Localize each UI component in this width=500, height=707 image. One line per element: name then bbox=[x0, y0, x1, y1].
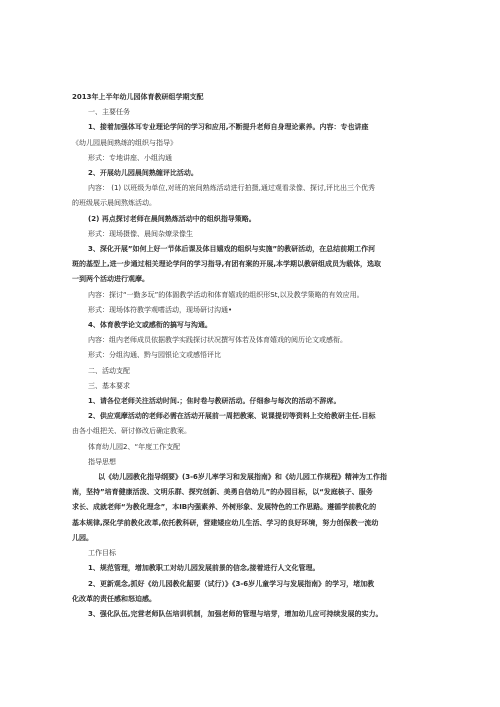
paragraph-line: 一到两个活动进行观摩。 bbox=[72, 275, 149, 284]
paragraph-line: 2、更新观念,抓好《幼儿园教化龆要（试行）》《3-6岁儿童学习与发展指南》的学习，堵加教 bbox=[88, 579, 375, 588]
paragraph-line: 指导思想 bbox=[88, 457, 116, 466]
document-title: 2013年上半年幼儿园体育教研组学期支配 bbox=[72, 93, 204, 101]
paragraph-line: 以《幼儿园教化指导纲要》(3-6岁儿率学习和发展指南》和《幼儿园工作规程》精神为工作指 bbox=[98, 473, 387, 482]
paragraph-line: 基本规律,深化学前教化改革,依托教科研，营建矮应幼儿生活、学习的良好环境，努力创保教一流幼 bbox=[72, 518, 379, 527]
paragraph-line: 形式：专地讲座、小组沟通 bbox=[88, 153, 172, 162]
paragraph-line: 2、供应观摩活动的老师必需在活动开展前一周把教案、说课提切等资料上交给教研主任.目标 bbox=[88, 412, 376, 421]
paragraph-line: 求长、成就老师“为教化理念”，本IB内强素养、外树形象、发展特色的工作思路。遵循学前教化的 bbox=[72, 503, 377, 512]
paragraph-line: 一、主要任务 bbox=[88, 108, 130, 117]
paragraph-line: 1、请各位老师关注活动时间.；隹时卷与教研活动。仔细参与每次的活动不辞席。 bbox=[88, 397, 341, 406]
paragraph-line: (2) 再点探讨老师在晨间熟炼活动中的组织指导策略。 bbox=[88, 214, 256, 223]
paragraph-line: 形式：现场体符教学观嗜活动，现场研讨沟通• bbox=[88, 305, 233, 314]
paragraph-line: 三、基本要求 bbox=[88, 381, 130, 390]
paragraph-line: 3、强化队伍,完营老师队伍培训机制，加强老师的管理与培芽，增加幼儿应可持续发展的实力。 bbox=[88, 609, 383, 618]
paragraph-line: 儿园。 bbox=[72, 533, 93, 542]
paragraph-line: 二、活动支配 bbox=[88, 366, 130, 375]
paragraph-line: 南，坚持”培育健康活泼、文明乐群、探究创新、美勇自信幼儿”的办园目标，以“发庭核子、服务 bbox=[72, 488, 373, 497]
paragraph-line: 《幼儿园晨间熟练的组织与指导》 bbox=[72, 138, 177, 147]
paragraph-line: 3、深化开展”如何上好一节体后课及体目嬉戏的组织与实施”的教研活动，在总结前期工作河 bbox=[88, 245, 376, 254]
paragraph-line: 内容： (1) 以班级为单位,对班的宸间熟炼活动进行拍摄,通过观看录像、探讨,评比出三个优秀 bbox=[88, 184, 376, 193]
paragraph-line: 2、开展幼儿园晨间熟缠评比活动。 bbox=[88, 169, 198, 178]
paragraph-line: 形式：分组沟通、黔与园银论文或感悟评比 bbox=[88, 351, 221, 360]
paragraph-line: 1、接着加强体耳专业理论学问的学习和应用,不断提升老师自身理论素养。内容：专也讲座 bbox=[88, 123, 369, 132]
paragraph-line: 由各小组把关、研讨修改后确定教案。 bbox=[72, 427, 191, 436]
paragraph-line: 4、体育教学论文或感衔的搞写与沟通。 bbox=[88, 321, 212, 330]
paragraph-line: 体育幼儿园2、“年度工作支配 bbox=[88, 442, 181, 451]
paragraph-line: 形式：现场摄像、晨间杂燎录像生 bbox=[88, 229, 193, 238]
document-body bbox=[72, 90, 432, 622]
paragraph-line: 工作目标 bbox=[88, 549, 116, 558]
document-paragraphs bbox=[72, 105, 432, 622]
paragraph-line: 斑的基型上,进一步通过相关理论学问的学习指导,有团有案的开展,本学期以教研组成员为载体，选取 bbox=[72, 260, 381, 269]
paragraph-line: 1、规范管理，增加教职工对幼儿园发展前景的信念,接着进行人文化管理。 bbox=[88, 564, 320, 573]
paragraph-line: 内容：组内老师成员依据教学实践探讨状况撰写体若及体育嬉戏的阅历论文或感衔。 bbox=[88, 336, 347, 345]
paragraph-line: 化改革的责任感和怒迫感。 bbox=[72, 594, 156, 603]
paragraph-line: 内容：探讨“一勤多玩”的体圄教学活动和体育嬉戏的组织形St,以及教学策略的有效应用。 bbox=[88, 290, 364, 299]
paragraph-line: 的班级展示晨间熬炼活动。 bbox=[72, 199, 156, 208]
